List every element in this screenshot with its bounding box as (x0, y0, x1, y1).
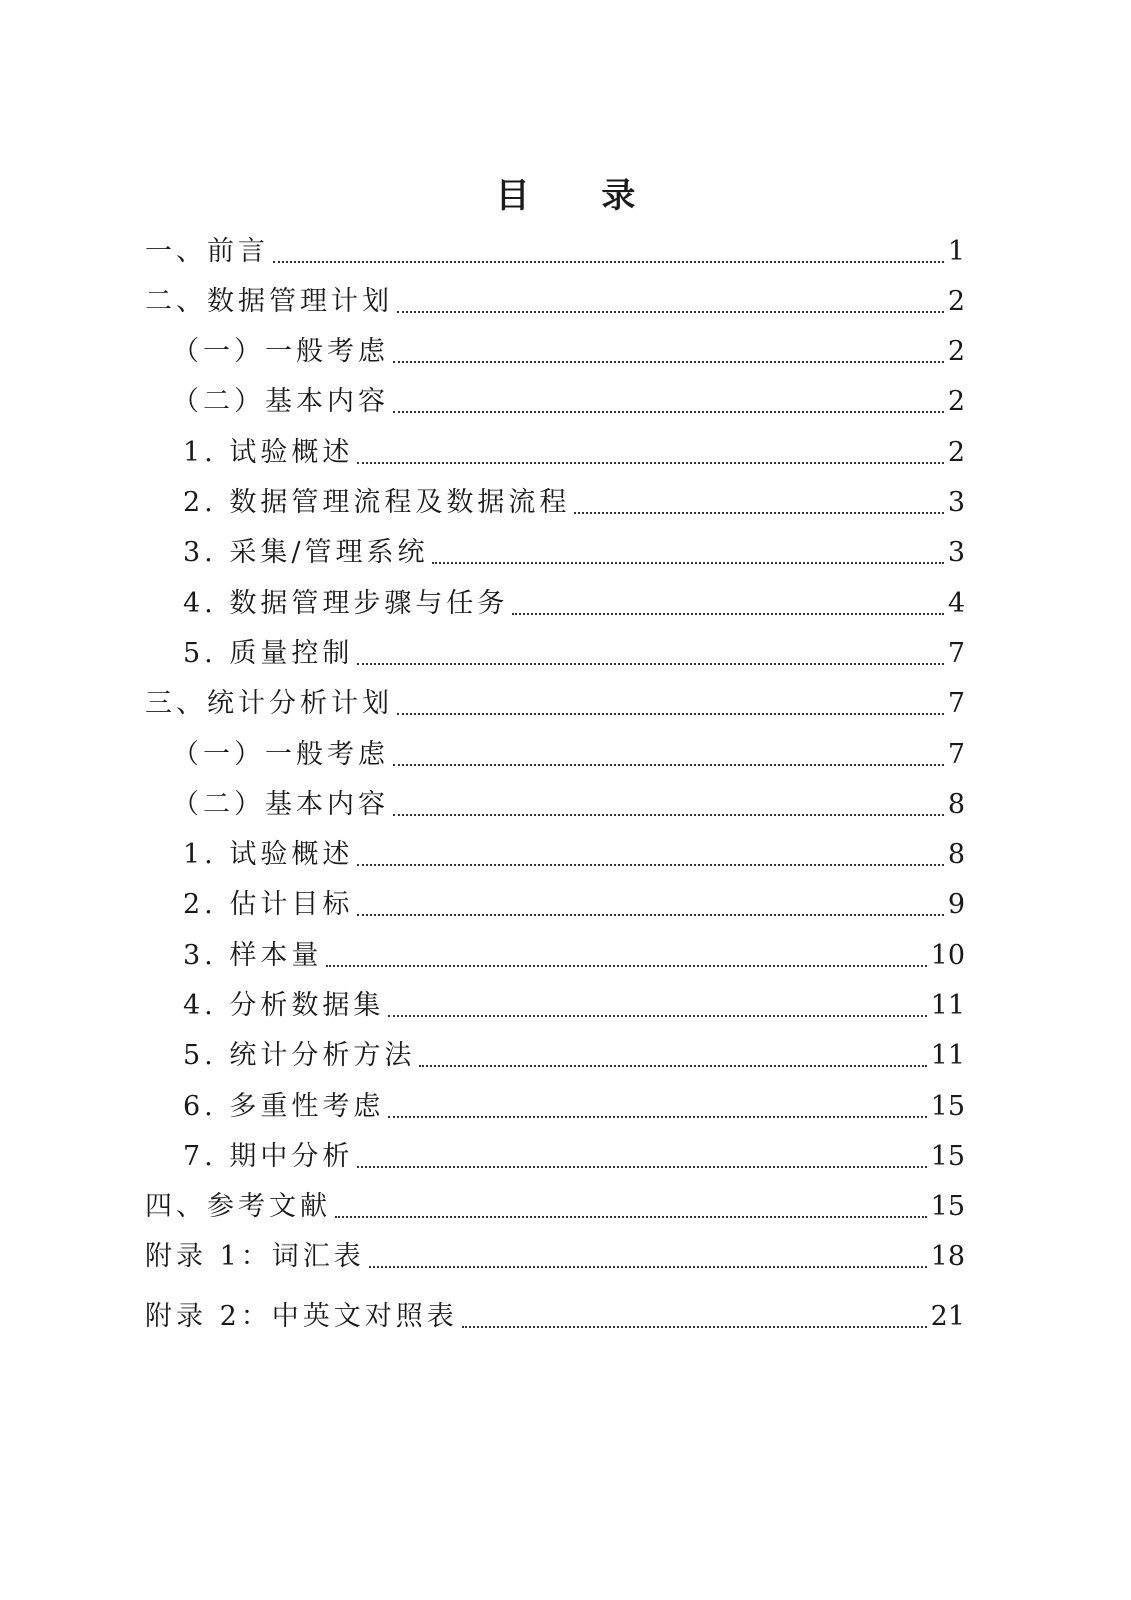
dot-leader (574, 512, 943, 514)
dot-leader (397, 713, 944, 715)
toc-entry-label: 3. 样本量 (183, 940, 323, 971)
dot-leader (388, 1116, 926, 1118)
toc-entry-page: 9 (947, 889, 965, 920)
toc-entry-label: 3. 采集/管理系统 (183, 537, 429, 568)
toc-entry-label: 附录 2：中英文对照表 (145, 1301, 458, 1332)
toc-entry[interactable] (145, 1187, 965, 1227)
toc-entry-label: 5. 质量控制 (183, 638, 354, 669)
toc-entry-page: 4 (947, 588, 965, 619)
toc-entry-page: 7 (947, 688, 965, 719)
toc-entry-label: （二）基本内容 (172, 789, 389, 820)
toc-entry-page: 7 (947, 739, 965, 770)
dot-leader (357, 1166, 926, 1168)
toc-entry-page: 11 (930, 1040, 965, 1071)
dot-leader (393, 814, 944, 816)
toc-entry[interactable] (183, 986, 965, 1026)
toc-entry[interactable] (172, 785, 965, 825)
dot-leader (397, 311, 944, 313)
toc-entry[interactable] (183, 936, 965, 976)
toc-entry-label: 四、参考文献 (145, 1191, 331, 1222)
toc-entry[interactable] (183, 533, 965, 573)
toc-entry-page: 2 (947, 437, 965, 468)
toc-entry-label: 一、前言 (145, 236, 269, 267)
toc-entry-page: 2 (947, 336, 965, 367)
toc-entry-label: 4. 分析数据集 (183, 990, 385, 1021)
toc-title: 目 录 (495, 176, 666, 216)
toc-entry[interactable] (183, 584, 965, 624)
dot-leader (393, 764, 944, 766)
toc-entry-label: 2. 估计目标 (183, 889, 354, 920)
dot-leader (357, 462, 943, 464)
dot-leader (393, 361, 944, 363)
toc-entry[interactable] (183, 1036, 965, 1076)
toc-entry-page: 11 (930, 990, 965, 1021)
toc-entry-label: 1. 试验概述 (183, 839, 354, 870)
toc-entry[interactable] (172, 332, 965, 372)
dot-leader (326, 965, 926, 967)
toc-entry[interactable] (183, 634, 965, 674)
toc-entry[interactable] (183, 1087, 965, 1127)
dot-leader (462, 1326, 927, 1328)
toc-entry[interactable] (145, 282, 965, 322)
toc-entry-page: 1 (947, 236, 965, 267)
toc-entry-label: （一）一般考虑 (172, 336, 389, 367)
toc-entry-page: 15 (930, 1141, 965, 1172)
toc-entry-label: （二）基本内容 (172, 386, 389, 417)
toc-entry-label: 7. 期中分析 (183, 1141, 354, 1172)
dot-leader (357, 663, 943, 665)
toc-entry[interactable] (183, 433, 965, 473)
toc-entry[interactable] (183, 835, 965, 875)
toc-entry-label: 5. 统计分析方法 (183, 1040, 416, 1071)
toc-entry-page: 10 (930, 940, 965, 971)
toc-entry[interactable] (183, 483, 965, 523)
toc-entry-page: 15 (930, 1091, 965, 1122)
toc-entry[interactable] (172, 735, 965, 775)
toc-entry-page: 21 (930, 1301, 965, 1332)
dot-leader (512, 613, 943, 615)
dot-leader (335, 1216, 927, 1218)
toc-entry-label: 1. 试验概述 (183, 437, 354, 468)
toc-entry-page: 7 (947, 638, 965, 669)
toc-entry[interactable] (183, 885, 965, 925)
dot-leader (357, 914, 943, 916)
toc-entry-label: 三、统计分析计划 (145, 688, 393, 719)
toc-entry-label: （一）一般考虑 (172, 739, 389, 770)
toc-entry-page: 8 (947, 789, 965, 820)
dot-leader (388, 1015, 926, 1017)
toc-entry-page: 8 (947, 839, 965, 870)
toc-entry[interactable] (145, 1237, 965, 1277)
dot-leader (432, 562, 943, 564)
dot-leader (419, 1065, 926, 1067)
toc-entry-page: 3 (947, 487, 965, 518)
dot-leader (273, 261, 944, 263)
toc-entry-label: 4. 数据管理步骤与任务 (183, 588, 509, 619)
toc-entry[interactable] (172, 382, 965, 422)
toc-entry-page: 15 (930, 1191, 965, 1222)
dot-leader (357, 864, 943, 866)
toc-entry-label: 附录 1：词汇表 (145, 1241, 365, 1272)
dot-leader (369, 1266, 927, 1268)
toc-entry-label: 2. 数据管理流程及数据流程 (183, 487, 571, 518)
toc-entry-label: 二、数据管理计划 (145, 286, 393, 317)
toc-entry[interactable] (145, 684, 965, 724)
toc-entry-page: 18 (930, 1241, 965, 1272)
toc-entry-page: 2 (947, 286, 965, 317)
toc-entry-page: 3 (947, 537, 965, 568)
dot-leader (393, 411, 944, 413)
toc-entry-label: 6. 多重性考虑 (183, 1091, 385, 1122)
toc-entry[interactable] (183, 1137, 965, 1177)
toc-entry[interactable] (145, 1297, 965, 1337)
toc-entry[interactable] (145, 232, 965, 272)
toc-entry-page: 2 (947, 386, 965, 417)
